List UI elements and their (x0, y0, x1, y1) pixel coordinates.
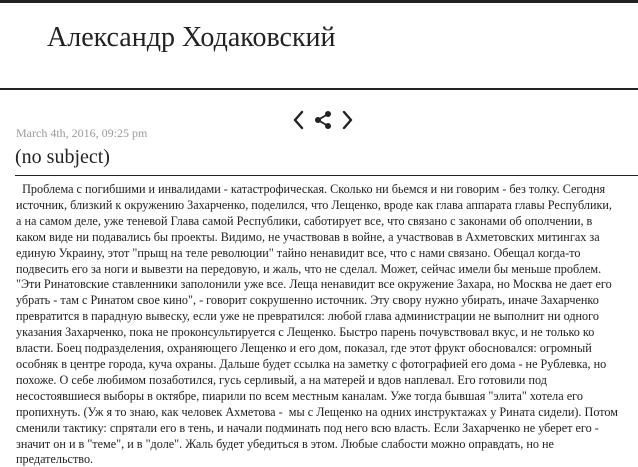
post-date: March 4th, 2016, 09:25 pm (16, 126, 148, 140)
post-title-divider (15, 175, 638, 176)
header-divider (0, 88, 638, 90)
prev-post-button[interactable] (289, 109, 309, 131)
post-navigation (289, 109, 357, 131)
top-rule (0, 0, 638, 3)
post-body: Проблема с погибшими и инвалидами - катастрофическая. Сколько ни бьемся и ни говорим - без толку. Сегодня источник, близкий к окружению Захарченко, поделился, что Лещенко, вроде как глава аппарата главы Республики, а на самом деле, уже теневой Глава самой Республики, саботирует все, что связано с законами об ополчении, в каком виде ни подавались бы проекты. Видимо, не участвовав в войне, а участвовав в Ахметовских митингах за единую Украину, этот "прыщ на теле революции" тайно ненавидит все, что с нами связано. Обещал когда-то подвесить его за ноги и вывезти на передовую, и жаль, что не сделал. Может, сейчас имели бы меньше проблем. "Эти Ринатовские ставленники заполонили уже все. Леща ненавидит все окружение Захара, но Москва не дает его убрать - там с Ринатом свое кино", - говорит сокрушенно источник. Эту свору нужно убирать, иначе Захарченко превратится в парадную вывеску, если уже не превратился: любой глава администрации не выполнит ни одного указания Захарченко, пока не проконсультируется с Лещенко. Быстро парень почувствовал вкус, и не только ко власти. Боец подразделения, охраняющего Лещенко и его дом, показал, где этот фрукт обосновался: огромный особняк в центре города, куча охраны. Дальше будет ссылка на заметку с фотографией его дома - не Рублевка, но похоже. О себе любимом позаботился, гусь серливый, а на матерей и вдов наплевал. Его готовили под несостоявшиеся выборы в октябре, пиарили по всем местным каналам. Уже тогда бывшая "элита" хотела его пропихнуть. (Уж я то знаю, как человек Ахметова - мы с Лещенко на одних инструктажах у Рината сидели). Потом сменили тактику: спрятали его в тень, и начали подминать под него всю власть. Если Захарченко не уберет его - значит он и в "теме", и в "доле". Жаль будет убедиться в этом. Любые слабости можно оправдать, но не предательство. (16, 182, 622, 467)
chevron-left-icon (289, 109, 309, 131)
post-title: (no subject) (15, 146, 110, 168)
next-post-button[interactable] (337, 109, 357, 131)
chevron-right-icon (337, 109, 357, 131)
blog-title[interactable]: Александр Ходаковский (47, 22, 336, 53)
share-button[interactable] (313, 109, 333, 131)
share-icon (313, 109, 333, 131)
